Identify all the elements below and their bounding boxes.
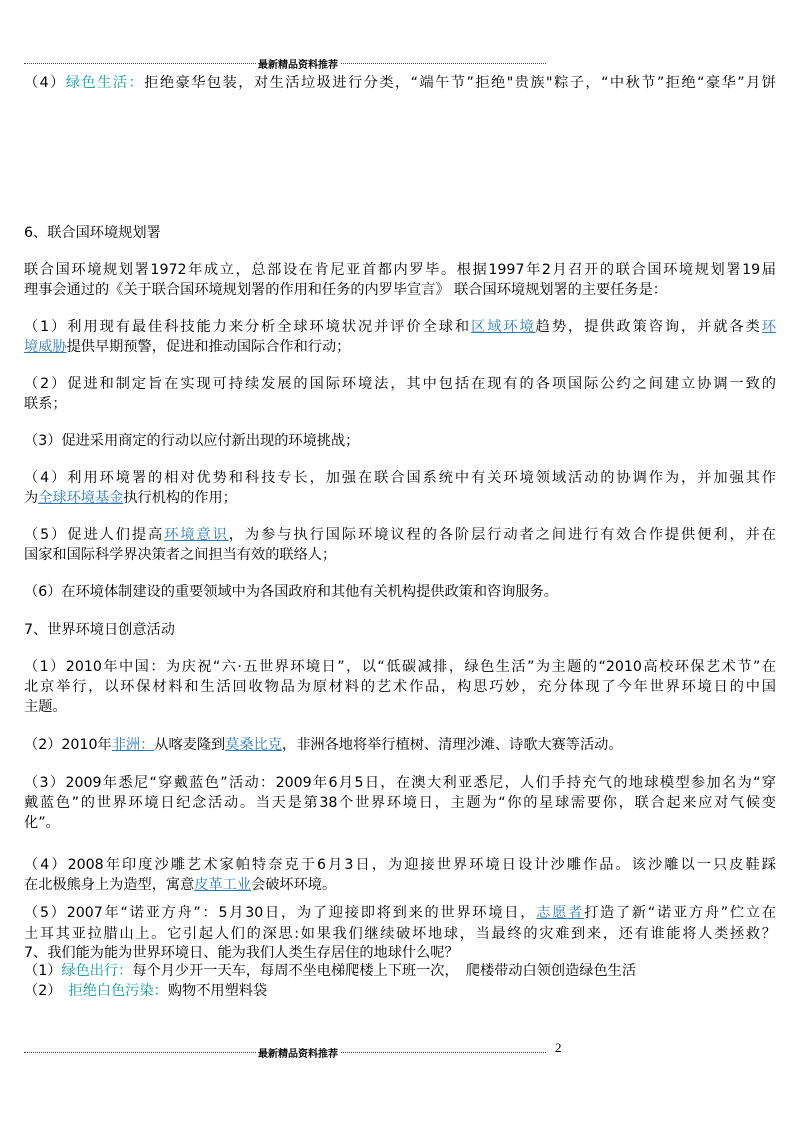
africa-link[interactable]: 非洲： <box>111 737 155 753</box>
environmental-awareness-link[interactable]: 环境意识 <box>164 527 229 543</box>
green-travel-line: （1）绿色出行：每个月少开一天车，每周不坐电梯爬楼上下班一次， 爬楼带动白领创造绿色生活 <box>24 963 637 979</box>
activity-3-line-2: 戴蓝色”的世界环境日纪念活动。当天是第38个世界环境日，主题为“你的星球需要你，联合起来应对气候变 <box>24 795 776 811</box>
task-5-line-1: （5）促进人们提高环境意识，为参与执行国际环境议程的各阶层行动者之间进行有效合作提供便利，并在 <box>24 527 776 543</box>
green-travel-label: 绿色出行： <box>61 963 133 979</box>
footer-text: 最新精品资料推荐 <box>256 1045 340 1060</box>
environmental-threat-link-cont[interactable]: 境威胁 <box>24 339 67 355</box>
activity-3-line-3: 化”。 <box>24 815 60 831</box>
task-1-line-1: （1）利用现有最佳科技能力来分析全球环境状况并评价全球和区域环境趋势，提供政策咨询，并就各类环 <box>24 319 776 335</box>
leather-industry-link[interactable]: 皮革工业 <box>194 877 252 893</box>
activity-3-line-1: （3）2009年悉尼“穿戴蓝色”活动：2009年6月5日，在澳大利亚悉尼，人们手持充气的地球模型参加名为“穿 <box>24 775 776 791</box>
task-5-line-2: 国家和国际科学界决策者之间担当有效的联络人； <box>24 547 337 563</box>
page-number: 2 <box>555 1040 562 1055</box>
activity-1-line-2: 北京举行，以环保材料和生活回收物品为原材料的艺术作品，构思巧妙，充分体现了今年世界环境日的中国 <box>24 679 776 695</box>
no-white-pollution-line: （2） 拒绝白色污染：购物不用塑料袋 <box>24 983 268 999</box>
activity-2-line: （2）2010年非洲：从喀麦隆到莫桑比克，非洲各地将举行植树、清理沙滩、诗歌大赛等活动。 <box>24 737 623 753</box>
green-life-line: （4）绿色生活：拒绝豪华包装，对生活垃圾进行分类，“端午节”拒绝"贵族"粽子，“中秋节”拒绝“豪华”月饼 <box>24 75 776 91</box>
section-7-heading: 7、世界环境日创意活动 <box>24 622 175 638</box>
mozambique-link[interactable]: 莫桑比克 <box>225 737 282 753</box>
unep-intro-line-2: 理事会通过的《关于联合国环境规划署的作用和任务的内罗毕宣言》 联合国环境规划署的主要任务是： <box>24 282 667 298</box>
activity-5-line-2: 土耳其亚拉腊山上。它引起人们的深思:如果我们继续破坏地球，当最终的灾难到来，还有谁能将人类拯救？ <box>24 926 776 942</box>
environmental-threat-link[interactable]: 环 <box>761 319 776 335</box>
gef-link[interactable]: 全球环境基金 <box>38 490 124 506</box>
no-white-pollution-label: 拒绝白色污染： <box>68 983 168 999</box>
task-6-line: （6）在环境体制建设的重要领域中为各国政府和其他有关机构提供政策和咨询服务。 <box>24 584 558 600</box>
task-1-line-2: 境威胁提供早期预警，促进和推动国际合作和行动； <box>24 339 351 355</box>
task-4-line-2: 为全球环境基金执行机构的作用； <box>24 490 237 506</box>
unep-intro-line-1: 联合国环境规划署1972年成立，总部设在肯尼亚首都内罗毕。根据1997年2月召开的联合国环境规划署19届 <box>24 262 776 278</box>
task-2-line-2: 联系； <box>24 396 67 412</box>
section-6-heading: 6、联合国环境规划署 <box>24 225 161 241</box>
header-text: 最新精品资料推荐 <box>256 56 340 71</box>
volunteer-link[interactable]: 志愿者 <box>536 905 585 921</box>
green-life-label: 绿色生活： <box>65 75 145 91</box>
activity-4-line-1: （4）2008年印度沙雕艺术家帕特奈克于6月3日，为迎接世界环境日设计沙雕作品。该沙雕以一只皮鞋踩 <box>24 857 776 873</box>
activity-4-line-2: 在北极熊身上为造型，寓意皮革工业会破坏环境。 <box>24 877 337 893</box>
regional-environment-link[interactable]: 区域环境 <box>471 319 536 335</box>
task-4-line-1: （4）利用环境署的相对优势和科技专长，加强在联合国系统中有关环境领域活动的协调作为，并加强其作 <box>24 470 776 486</box>
activity-5-line-1: （5）2007年“诺亚方舟”：5月30日，为了迎接即将到来的世界环境日，志愿者打造了新“诺亚方舟”伫立在 <box>24 905 776 921</box>
activity-1-line-3: 主题。 <box>24 699 67 715</box>
task-3-line: （3）促进采用商定的行动以应付新出现的环境挑战； <box>24 433 360 449</box>
task-2-line-1: （2）促进和制定旨在实现可持续发展的国际环境法，其中包括在现有的各项国际公约之间建立协调一致的 <box>24 376 776 392</box>
section-7b-heading: 7、我们能为能为世界环境日、能为我们人类生存居住的地球什么呢？ <box>24 945 459 961</box>
activity-1-line-1: （1）2010年中国：为庆祝“六·五世界环境日”，以“低碳减排，绿色生活”为主题的“2010高校环保艺术节”在 <box>24 659 776 675</box>
